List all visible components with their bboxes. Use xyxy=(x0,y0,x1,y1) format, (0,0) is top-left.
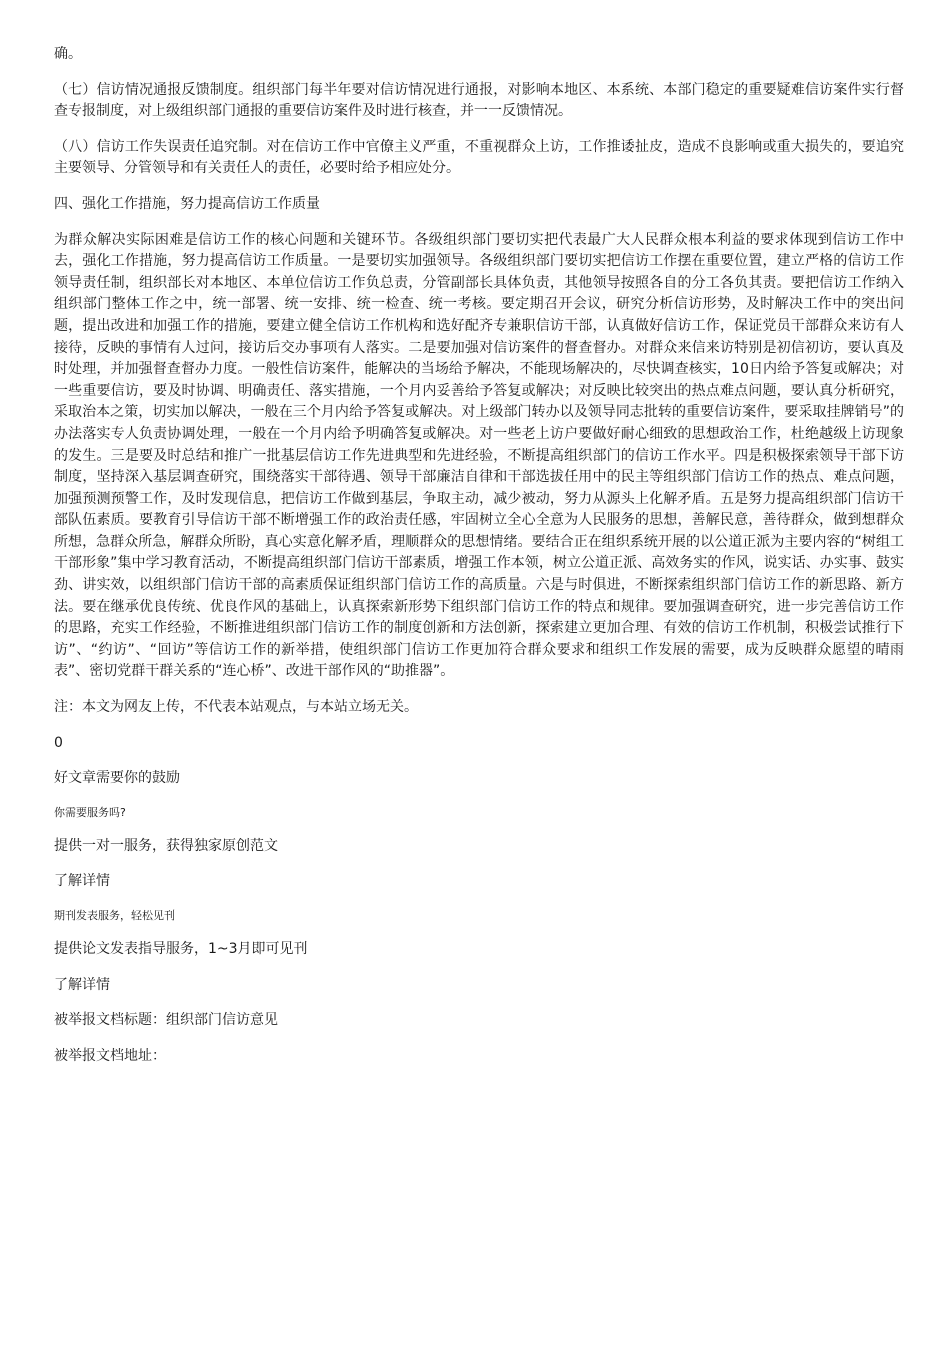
disclaimer-text: 注：本文为网友上传，不代表本站观点，与本站立场无关。 xyxy=(54,699,418,716)
service-2-description: 提供论文发表指导服务，1~3月即可见刊 xyxy=(54,941,308,957)
paragraph-section-4-body: 为群众解决实际困难是信访工作的核心问题和关键环节。各级组织部门要切实把代表最广大人民群众根本利益的要求体现到信访工作中去，强化工作措施，努力提高信访工作质量。一是要切实加强领导。各级组织部门要切实把信访工作摆在重要位置，建立严格的信访工作领导责任制，组织部长对本地区、本单位信访工作负总责，分管副部长具体负责，其他领导按照各自的分工各负其责。要把信访工作纳入组织部门整体工作之中，统一部署、统一安排、统一检查、统一考核。要定期召开会议，研究分析信访形势，及时解决工作中的突出问题，提出改进和加强工作的措施，要建立健全信访工作机构和选好配齐专兼职信访干部，认真做好信访工作，保证党员干部群众来访有人接待，反映的事情有人过问，接访后交办事项有人落实。二是要加强对信访案件的督查督办。对群众来信来访特别是初信初访，要认真及时处理，并加强督查督办力度。一般性信访案件，能解决的当场给予解决，不能现场解决的，尽快调查核实，10日内给予答复或解决；对一些重要信访，要及时协调、明确责任、落实措施，一个月内妥善给予答复或解决；对反映比较突出的热点难点问题，要认真分析研究，采取治本之策，切实加以解决，一般在三个月内给予答复或解决。对上级部门转办以及领导同志批转的重要信访案件，要采取挂牌销号”的办法落实专人负责协调处理，一般在一个月内给予明确答复或解决。对一些老上访户要做好耐心细致的思想政治工作，杜绝越级上访现象的发生。三是要及时总结和推广一批基层信访工作先进典型和先进经验，不断提高组织部门的信访工作水平。四是积极探索领导干部下访制度，坚持深入基层调查研究，围绕落实干部待遇、领导干部廉洁自律和干部选拔任用中的民主等组织部门信访工作的热点、难点问题，加强预测预警工作，及时发现信息，把信访工作做到基层，争取主动，减少被动，努力从源头上化解矛盾。五是努力提高组织部门信访干部队伍素质。要教育引导信访干部不断增强工作的政治责任感，牢固树立全心全意为人民服务的思想，善解民意，善待群众，做到想群众所想，急群众所急，解群众所盼，真心实意化解矛盾，理顺群众的思想情绪。要结合正在组织系统开展的以公道正派为主要内容的“树组工干部形象”集中学习教育活动，不断提高组织部门信访干部素质，增强工作本领，树立公道正派、高效务实的作风，说实话、办实事、鼓实劲、讲实效，以组织部门信访干部的高素质保证组织部门信访工作的高质量。六是与时俱进，不断探索组织部门信访工作的新思路、新方法。要在继承优良传统、优良作风的基础上，认真探索新形势下组织部门信访工作的特点和规律。要加强调查研究，进一步完善信访工作的思路，充实工作经验，不断推进组织部门信访工作的制度创新和方法创新，探索建立更加合理、有效的信访工作机制，积极尝试推行下访”、“约访”、“回访”等信访工作的新举措，使组织部门信访工作更加符合群众要求和组织工作发展的需要，成为反映群众愿望的晴雨表”、密切党群干群关系的“连心桥”、改进干部作风的“助推器”。 xyxy=(54,231,904,680)
encourage-text: 好文章需要你的鼓励 xyxy=(54,770,180,787)
like-count[interactable]: 0 xyxy=(54,734,63,751)
article-page xyxy=(54,44,904,1067)
paragraph-section-8: （八）信访工作失误责任追究制。对在信访工作中官僚主义严重，不重视群众上访，工作推诿扯皮，造成不良影响或重大损失的，要追究主要领导、分管领导和有关责任人的责任，必要时给予相应处分。 xyxy=(54,138,904,177)
service-1-title: 你需要服务吗? xyxy=(54,805,126,819)
paragraph-continuation: 确。 xyxy=(54,46,82,62)
service-1-description: 提供一对一服务，获得独家原创范文 xyxy=(54,837,278,854)
paragraph-section-7: （七）信访情况通报反馈制度。组织部门每半年要对信访情况进行通报，对影响本地区、本系统、本部门稳定的重要疑难信访案件实行督查专报制度，对上级组织部门通报的重要信访案件及时进行核查，并一一反馈情况。 xyxy=(54,81,904,120)
service-2-details-link[interactable]: 了解详情 xyxy=(54,976,110,993)
section-heading-4: 四、强化工作措施，努力提高信访工作质量 xyxy=(54,195,320,212)
report-document-title: 被举报文档标题：组织部门信访意见 xyxy=(54,1012,278,1029)
service-2-title: 期刊发表服务，轻松见刊 xyxy=(54,909,175,922)
report-document-url: 被举报文档地址： xyxy=(54,1047,166,1064)
service-1-details-link[interactable]: 了解详情 xyxy=(54,873,110,890)
